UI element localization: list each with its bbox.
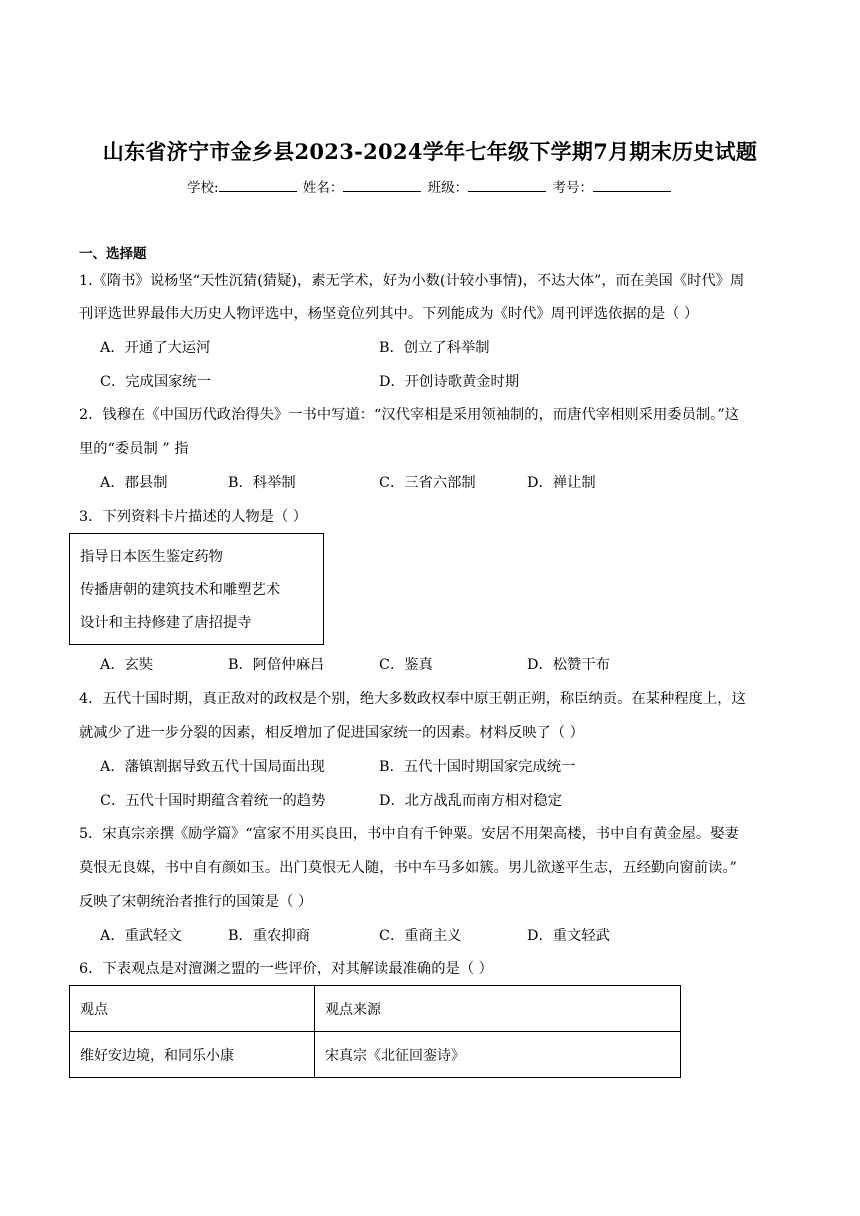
- q5-option-a: A．重武轻文: [100, 928, 182, 944]
- q5-option-c: C．重商主义: [379, 928, 462, 944]
- name-label: 姓名：: [302, 180, 344, 196]
- q4-line-2: 就减少了进一步分裂的因素，相反增加了促进国家统一的因素。材料反映了（ ）: [79, 725, 584, 741]
- q2-line-1: 2．钱穆在《中国历代政治得失》一书中写道：“汉代宰相是采用领袖制的，而唐代宰相则采用委员制。”这: [79, 407, 739, 423]
- q4-line-1: 4．五代十国时期，真正敌对的政权是个别，绝大多数政权奉中原王朝正朔，称臣纳贡。在某种程度上，这: [79, 691, 746, 707]
- q2-option-b: B．科举制: [228, 475, 296, 491]
- q6-line-1: 6．下表观点是对澶渊之盟的一些评价，对其解读最准确的是（ ）: [79, 961, 493, 977]
- q1-option-c: C．完成国家统一: [100, 374, 212, 390]
- q4-option-c: C．五代十国时期蕴含着统一的趋势: [100, 793, 326, 809]
- student-info-line: [0, 176, 860, 196]
- info-card-line-1: 指导日本医生鉴定药物: [80, 549, 223, 565]
- q3-option-a: A．玄奘: [100, 657, 154, 673]
- school-label: 学校:: [187, 180, 219, 196]
- q1-option-d: D．开创诗歌黄金时期: [379, 374, 520, 390]
- name-blank[interactable]: [343, 179, 421, 192]
- school-blank[interactable]: [219, 179, 297, 192]
- q3-option-c: C．鉴真: [379, 657, 433, 673]
- q5-option-d: D．重文轻武: [527, 928, 610, 944]
- table-header-cell: 观点来源: [315, 986, 681, 1032]
- info-card: [69, 533, 324, 645]
- q3-option-d: D．松赞干布: [527, 657, 610, 673]
- exam-title: 山东省济宁市金乡县2023-2024学年七年级下学期7月期末历史试题: [102, 139, 758, 164]
- q4-option-a: A．藩镇割据导致五代十国局面出现: [100, 759, 325, 775]
- exam-number-blank[interactable]: [593, 179, 671, 192]
- q2-option-d: D．禅让制: [527, 475, 596, 491]
- exam-number-label: 考号：: [552, 180, 593, 196]
- q1-line-2: 刊评选世界最伟大历史人物评选中，杨坚竟位列其中。下列能成为《时代》周刊评选依据的是（ ）: [79, 306, 699, 322]
- q5-line-2: 莫恨无良媒，书中自有颜如玉。出门莫恨无人随，书中车马多如簇。男儿欲遂平生志，五经勤向窗前读。”: [79, 860, 737, 876]
- q2-line-2: 里的“委员制 ” 指: [79, 441, 189, 457]
- info-card-line-2: 传播唐朝的建筑技术和雕塑艺术: [80, 582, 281, 598]
- q1-option-a: A．开通了大运河: [100, 340, 211, 356]
- class-blank[interactable]: [468, 179, 546, 192]
- q3-line-1: 3．下列资料卡片描述的人物是（ ）: [79, 509, 308, 525]
- q4-option-b: B．五代十国时期国家完成统一: [379, 759, 576, 775]
- info-card-line-3: 设计和主持修建了唐招提寺: [80, 615, 252, 631]
- section-title: 一、选择题: [79, 246, 147, 262]
- table-cell: 宋真宗《北征回銮诗》: [315, 1032, 681, 1078]
- q4-option-d: D．北方战乱而南方相对稳定: [379, 793, 563, 809]
- q2-option-a: A．郡县制: [100, 475, 168, 491]
- table-row: [70, 1032, 681, 1078]
- table-header-row: [70, 986, 681, 1032]
- table-cell: 维好安边境，和同乐小康: [70, 1032, 315, 1078]
- q1-line-1: 1.《隋书》说杨坚“天性沉猜(猜疑)，素无学术，好为小数(计较小事情)，不达大体”，而在美国《时代》周: [79, 273, 745, 289]
- q5-line-3: 反映了宋朝统治者推行的国策是（ ）: [79, 894, 313, 910]
- q3-option-b: B．阿倍仲麻吕: [228, 657, 325, 673]
- q5-line-1: 5．宋真宗亲撰《励学篇》“富家不用买良田，书中自有千钟粟。安居不用架高楼，书中自有黄金屋。娶妻: [79, 826, 739, 842]
- q5-option-b: B．重农抑商: [228, 928, 310, 944]
- table-header-cell: 观点: [70, 986, 315, 1032]
- class-label: 班级：: [427, 180, 469, 196]
- q1-option-b: B．创立了科举制: [379, 340, 490, 356]
- q2-option-c: C．三省六部制: [379, 475, 476, 491]
- viewpoint-table: [69, 985, 681, 1078]
